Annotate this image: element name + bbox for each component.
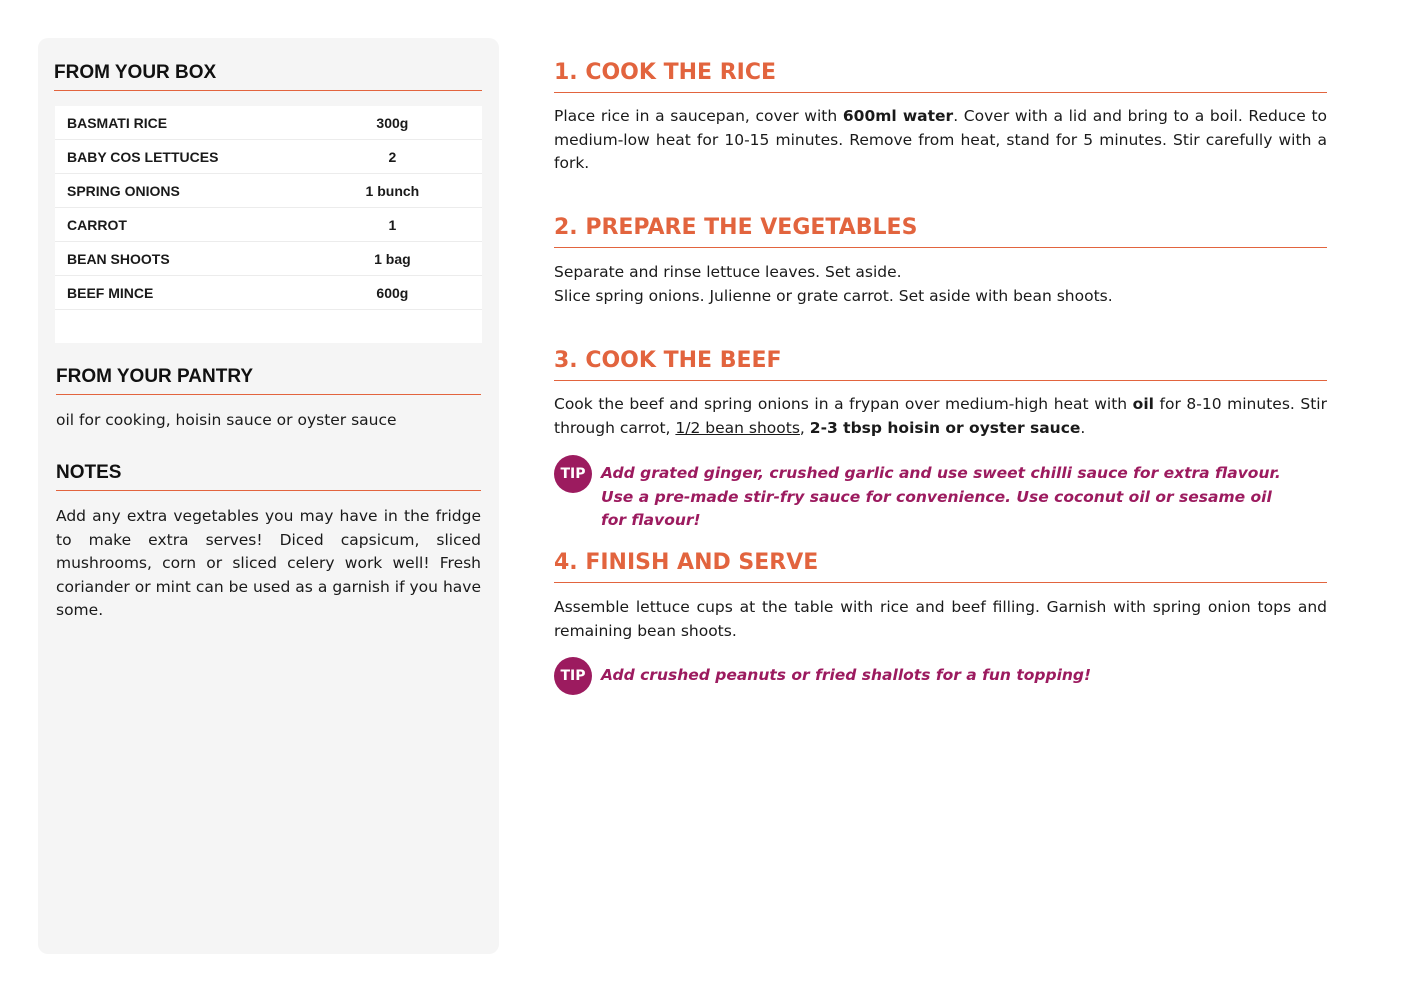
from-your-pantry-heading: FROM YOUR PANTRY xyxy=(56,366,481,395)
ingredient-qty: 2 xyxy=(303,140,482,174)
notes-heading: NOTES xyxy=(56,462,481,491)
tip-text: Add crushed peanuts or fried shallots for a fun topping! xyxy=(601,666,1092,684)
tip-text: Add grated ginger, crushed garlic and use sweet chilli sauce for extra flavour. Use a pre-made stir-fry sauce for convenience. Use coconut oil or sesame oil for flavour! xyxy=(601,464,1281,529)
ingredient-qty: 300g xyxy=(303,106,482,140)
step-2-line: Slice spring onions. Julienne or grate carrot. Set aside with bean shoots. xyxy=(554,286,1113,305)
text-run: . xyxy=(1080,418,1086,437)
ingredient-name: BEAN SHOOTS xyxy=(55,242,303,276)
ingredient-qty: 1 bunch xyxy=(303,174,482,208)
text-run: Place rice in a saucepan, cover with xyxy=(554,107,843,125)
step-1-heading: 1. COOK THE RICE xyxy=(554,60,1327,93)
text-run: Cook the beef and spring onions in a frypan over medium-high heat with xyxy=(554,395,1133,413)
step-2-heading: 2. PREPARE THE VEGETABLES xyxy=(554,215,1327,248)
table-row xyxy=(55,276,482,310)
bold-text: oil xyxy=(1132,395,1154,413)
table-row xyxy=(55,242,482,276)
step-1-text xyxy=(554,105,1327,176)
table-row xyxy=(55,140,482,174)
ingredient-name: BEEF MINCE xyxy=(55,276,303,310)
table-row-empty xyxy=(55,310,482,344)
text-run: Assemble lettuce cups at the table with rice and beef filling. Garnish with spring onion tops and remaining bean shoots. xyxy=(554,598,1327,640)
step-4-text xyxy=(554,596,1327,643)
ingredient-name: CARROT xyxy=(55,208,303,242)
step-3-heading: 3. COOK THE BEEF xyxy=(554,348,1327,381)
table-row xyxy=(55,174,482,208)
ingredient-qty: 1 bag xyxy=(303,242,482,276)
ingredient-name: BASMATI RICE xyxy=(55,106,303,140)
tip-badge: TIP xyxy=(554,455,592,493)
bold-text: 600ml water xyxy=(842,107,954,125)
text-run: , xyxy=(799,418,810,437)
text-run: for 8-10 minutes. Stir through carrot, xyxy=(554,395,1327,437)
text-run: . Cover with a lid and bring to a boil. Reduce to medium-low heat for 10-15 minutes. Remove from heat, stand for 5 minutes. Stir carefully with a fork. xyxy=(554,107,1328,172)
table-row xyxy=(55,106,482,140)
ingredient-qty: 600g xyxy=(303,276,482,310)
table-row xyxy=(55,208,482,242)
step-4-heading: 4. FINISH AND SERVE xyxy=(554,550,1327,583)
box-ingredients-table xyxy=(55,106,482,343)
ingredient-name: BABY COS LETTUCES xyxy=(55,140,303,174)
pantry-text: oil for cooking, hoisin sauce or oyster sauce xyxy=(56,411,397,429)
ingredient-name: SPRING ONIONS xyxy=(55,174,303,208)
step-2-text xyxy=(554,261,1327,308)
step-2-line: Separate and rinse lettuce leaves. Set aside. xyxy=(554,263,902,281)
underlined-text: 1/2 bean shoots xyxy=(675,418,800,437)
step-3-text xyxy=(554,393,1327,440)
tip-badge: TIP xyxy=(554,657,592,695)
from-your-box-heading: FROM YOUR BOX xyxy=(54,62,482,91)
bold-text: 2-3 tbsp hoisin or oyster sauce xyxy=(809,418,1081,437)
notes-text: Add any extra vegetables you may have in the fridge to make extra serves! Diced capsicum, sliced mushrooms, corn or sliced celery work well! Fresh coriander or mint can be used as a garnish if you have some. xyxy=(56,507,481,619)
ingredients-panel xyxy=(38,38,499,954)
ingredient-qty: 1 xyxy=(303,208,482,242)
